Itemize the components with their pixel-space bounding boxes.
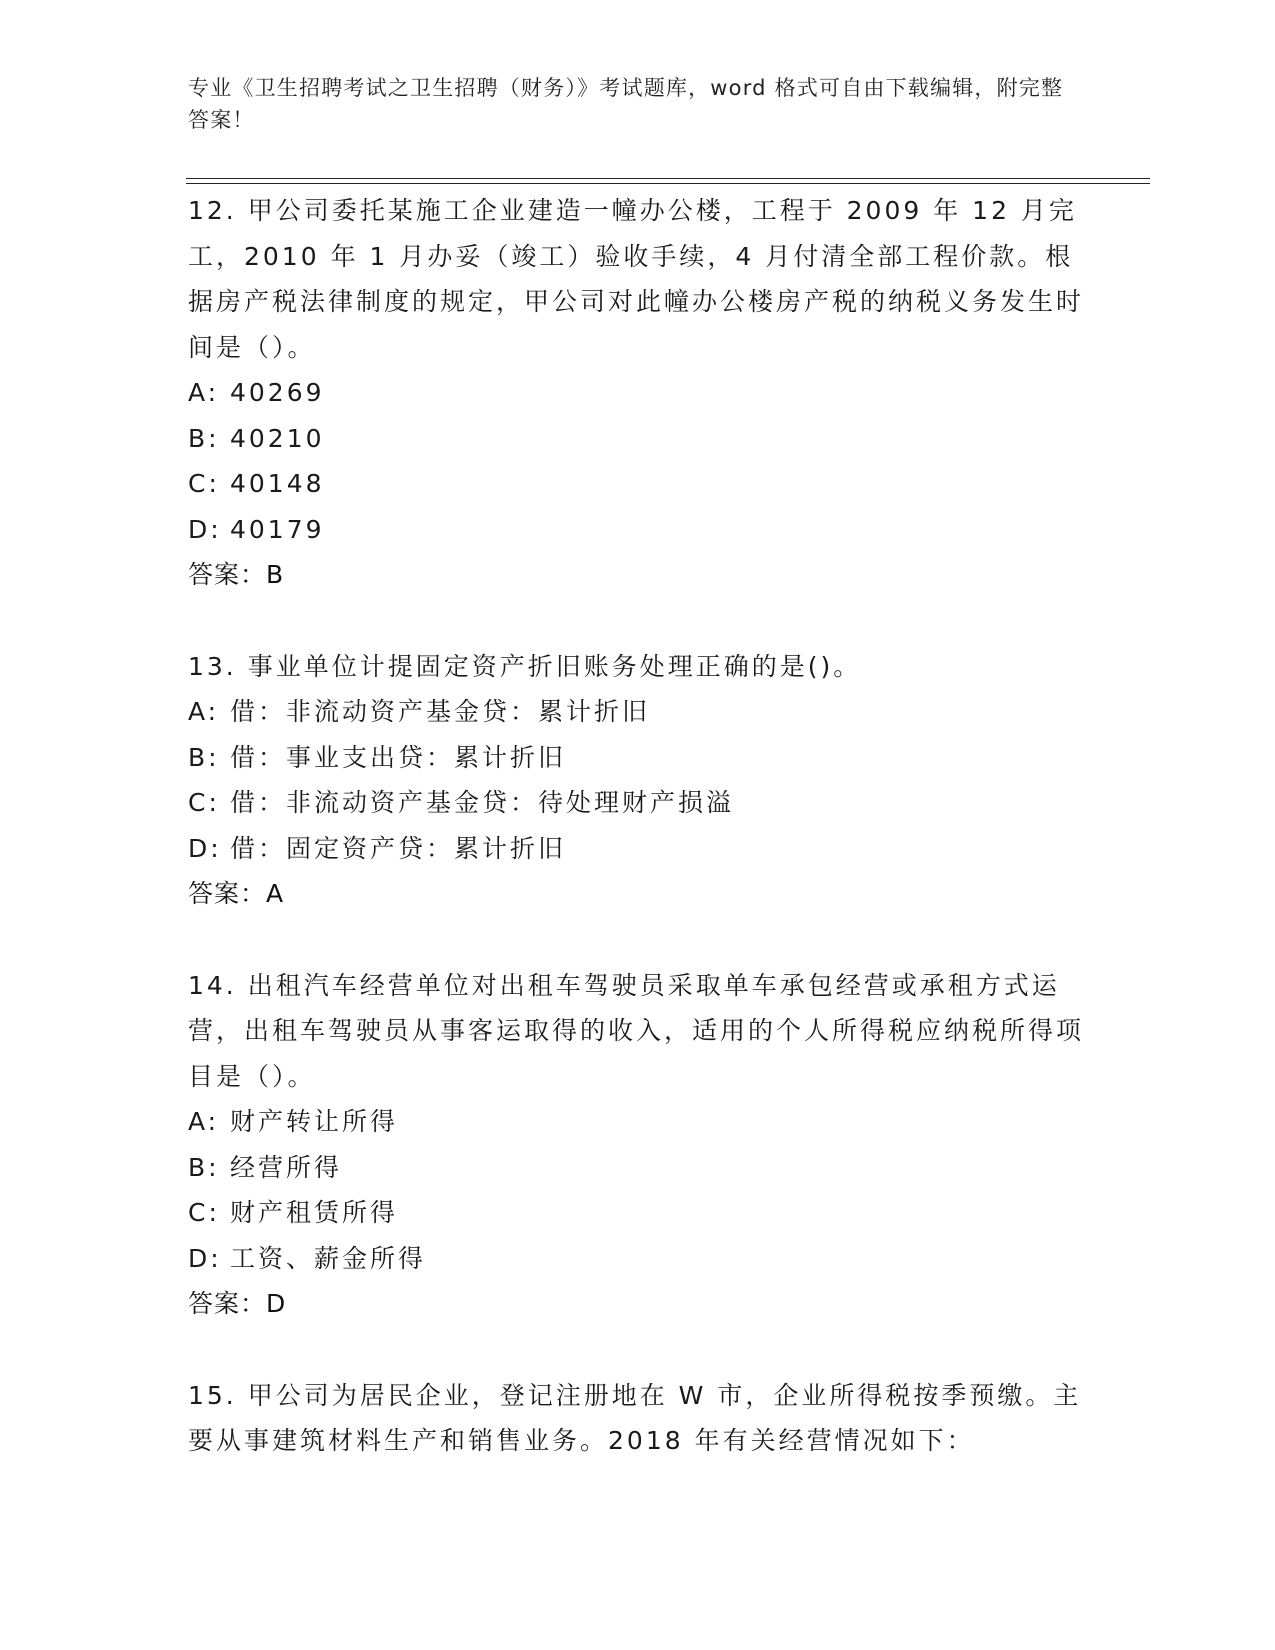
option-b	[188, 1145, 1088, 1191]
option-a	[188, 1099, 1088, 1145]
page-header: 专业《卫生招聘考试之卫生招聘（财务）》考试题库，word 格式可自由下载编辑，附完整答案！	[188, 76, 1064, 132]
answer-line: 答案：B	[188, 560, 285, 589]
answer-line: 答案：A	[188, 879, 285, 908]
option-text: 借：非流动资产基金贷：待处理财产损溢	[230, 788, 735, 817]
option-a	[188, 689, 1088, 735]
option-letter: C:	[188, 469, 220, 498]
option-text: 40179	[230, 514, 325, 544]
question-stem: 13. 事业单位计提固定资产折旧账务处理正确的是()。	[188, 651, 862, 681]
option-text: 工资、薪金所得	[230, 1243, 427, 1273]
option-text: 借：非流动资产基金贷：累计折旧	[230, 697, 651, 726]
question-15	[188, 1373, 1088, 1464]
option-letter: B:	[188, 423, 220, 453]
option-text: 借：固定资产贷：累计折旧	[230, 833, 567, 863]
option-letter: D:	[188, 1243, 222, 1273]
question-stem: 14. 出租汽车经营单位对出租车驾驶员采取单车承包经营或承租方式运营，出租车驾驶员从事客运取得的收入，适用的个人所得税应纳税所得项目是（）。	[188, 970, 1085, 1091]
option-letter: B:	[188, 1152, 220, 1182]
option-text: 40210	[230, 423, 325, 453]
option-letter: A:	[188, 378, 220, 407]
option-c	[188, 1190, 1088, 1236]
option-c	[188, 461, 1088, 507]
answer-line: 答案：D	[188, 1289, 287, 1318]
question-13	[188, 644, 1088, 917]
question-12	[188, 188, 1088, 598]
option-b	[188, 735, 1088, 781]
option-text: 经营所得	[230, 1152, 343, 1182]
option-letter: B:	[188, 742, 220, 772]
option-text: 财产租赁所得	[230, 1198, 399, 1227]
question-stem: 15. 甲公司为居民企业，登记注册地在 W 市，企业所得税按季预缴。主要从事建筑材料生产和销售业务。2018 年有关经营情况如下：	[188, 1380, 1082, 1455]
option-text: 40148	[230, 469, 325, 498]
option-b	[188, 416, 1088, 462]
option-letter: A:	[188, 697, 220, 726]
option-letter: C:	[188, 788, 220, 817]
option-c	[188, 780, 1088, 826]
option-letter: D:	[188, 514, 222, 544]
option-d	[188, 507, 1088, 553]
option-d	[188, 826, 1088, 872]
question-14	[188, 963, 1088, 1327]
option-a	[188, 370, 1088, 416]
option-text: 40269	[230, 378, 325, 407]
option-text: 借：事业支出贷：累计折旧	[230, 742, 567, 772]
question-list	[188, 188, 1088, 1510]
question-stem: 12. 甲公司委托某施工企业建造一幢办公楼，工程于 2009 年 12 月完工，2010 年 1 月办妥（竣工）验收手续，4 月付清全部工程价款。根据房产税法律制度的规定，甲公司对此幢办公楼房产税的纳税义务发生时间是（）。	[188, 196, 1085, 362]
header-rule-bottom	[186, 183, 1150, 184]
option-letter: C:	[188, 1198, 220, 1227]
option-text: 财产转让所得	[230, 1107, 399, 1136]
option-d	[188, 1236, 1088, 1282]
header-rule-top	[186, 178, 1150, 179]
option-letter: D:	[188, 833, 222, 863]
option-letter: A:	[188, 1107, 220, 1136]
